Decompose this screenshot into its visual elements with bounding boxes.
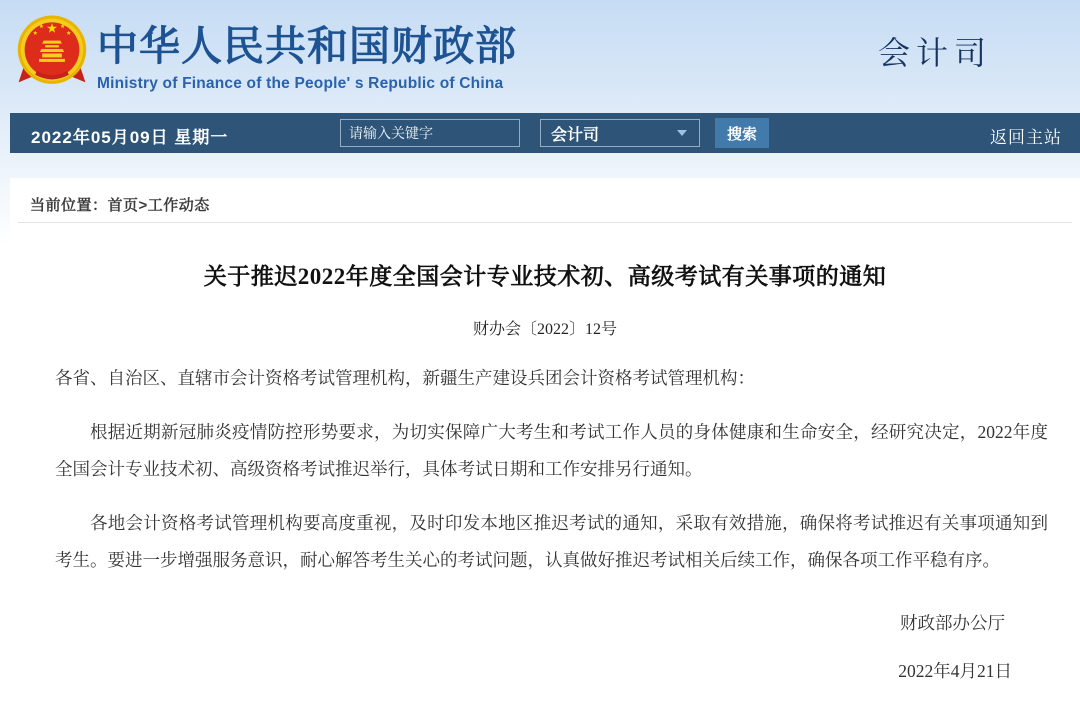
breadcrumb-label: 当前位置： bbox=[30, 197, 108, 214]
current-date: 2022年05月09日 星期一 bbox=[31, 128, 229, 147]
return-home-link[interactable]: 返回主站 bbox=[990, 128, 1062, 147]
top-navbar bbox=[10, 113, 1080, 153]
search-input[interactable] bbox=[340, 119, 520, 147]
document-signer: 财政部办公厅 bbox=[900, 613, 1005, 633]
document-salutation: 各省、自治区、直辖市会计资格考试管理机构，新疆生产建设兵团会计资格考试管理机构： bbox=[55, 368, 755, 388]
breadcrumb-path-link[interactable]: 首页>工作动态 bbox=[107, 197, 210, 214]
document-title: 关于推迟2022年度全国会计专业技术初、高级考试有关事项的通知 bbox=[203, 264, 887, 289]
national-emblem-icon bbox=[14, 8, 90, 96]
search-button[interactable]: 搜索 bbox=[715, 118, 769, 148]
document-paragraph: 根据近期新冠肺炎疫情防控形势要求，为切实保障广大考生和考试工作人员的身体健康和生命安全，经研究决定，2022年度全国会计专业技术初、高级资格考试推迟举行，具体考试日期和工作安排另行通知。 bbox=[55, 422, 1048, 479]
document-number: 财办会〔2022〕12号 bbox=[472, 321, 617, 338]
site-header bbox=[0, 0, 1080, 106]
department-name: 会计司 bbox=[878, 35, 993, 71]
chevron-down-icon bbox=[677, 130, 687, 136]
breadcrumb bbox=[30, 194, 210, 215]
content-panel bbox=[10, 178, 1080, 702]
search-scope-value: 会计司 bbox=[551, 126, 600, 144]
breadcrumb-divider bbox=[18, 222, 1072, 223]
ministry-name-zh: 中华人民共和国财政部 bbox=[97, 23, 517, 69]
document-date: 2022年4月21日 bbox=[898, 661, 1012, 681]
search-scope-select[interactable] bbox=[540, 119, 700, 147]
document-paragraph: 各地会计资格考试管理机构要高度重视，及时印发本地区推迟考试的通知，采取有效措施，确保将考试推迟有关事项通知到考生。要进一步增强服务意识，耐心解答考生关心的考试问题，认真做好推迟考试相关后续工作，确保各项工作平稳有序。 bbox=[55, 513, 1048, 570]
ministry-title-block bbox=[97, 13, 517, 93]
document-body bbox=[55, 360, 1048, 596]
ministry-name-en: Ministry of Finance of the People' s Republic of China bbox=[97, 75, 504, 92]
